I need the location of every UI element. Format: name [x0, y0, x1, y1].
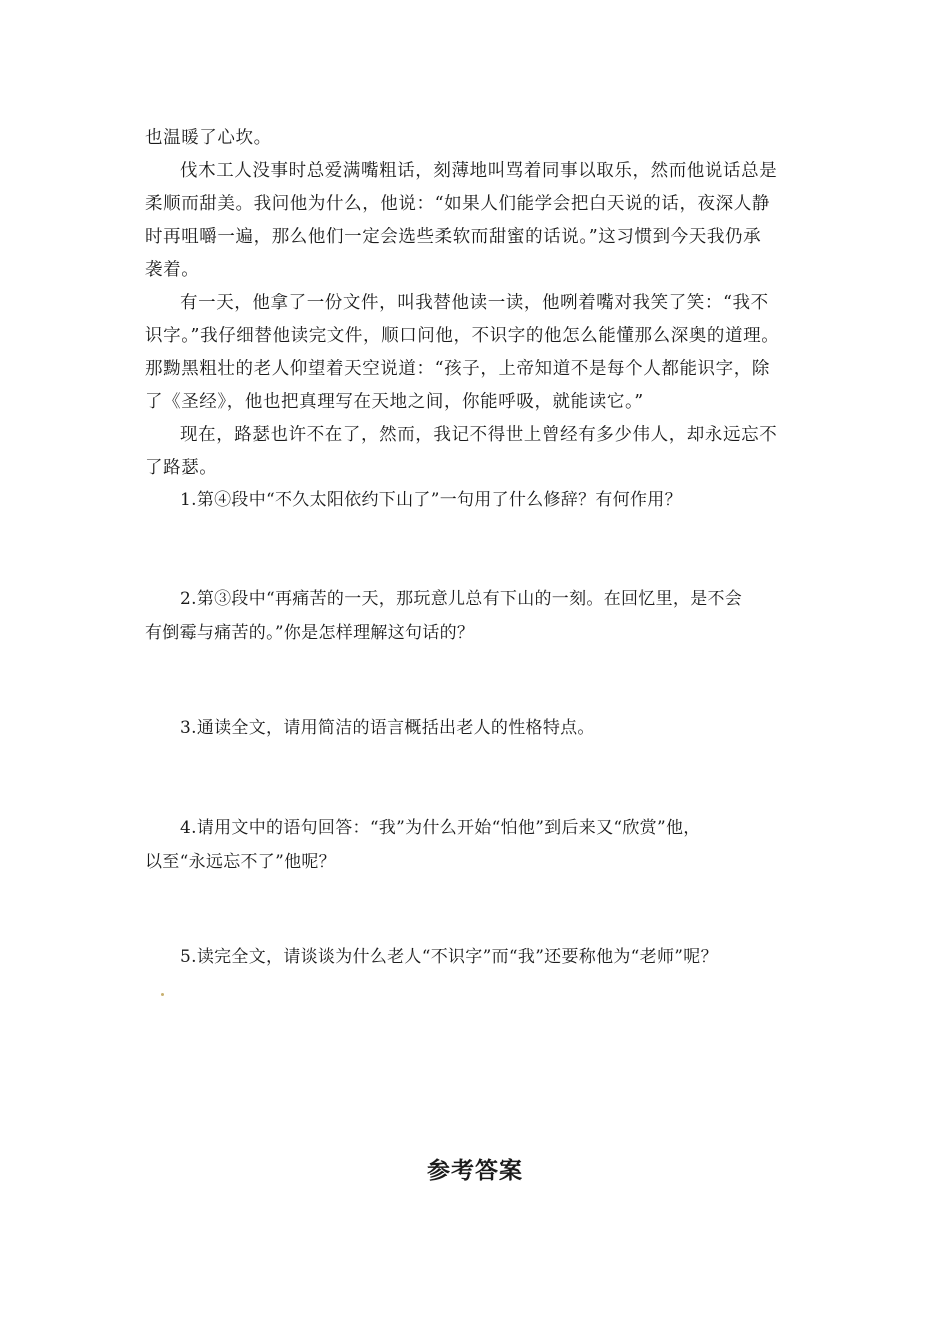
passage-line: 了路瑟。 — [145, 458, 218, 478]
question-2: 2.第③段中“再痛苦的一天，那玩意儿总有下山的一刻。在回忆里，是不会 — [180, 589, 743, 609]
passage-line: 袭着。 — [145, 260, 200, 280]
question-4: 4.请用文中的语句回答：“我”为什么开始“怕他”到后来又“欣赏”他， — [180, 818, 701, 838]
passage-line: 时再咀嚼一遍，那么他们一定会选些柔软而甜蜜的话说。”这习惯到今天我仍承 — [145, 227, 762, 247]
passage-line: 也温暖了心坎。 — [145, 128, 272, 148]
question-1: 1.第④段中“不久太阳依约下山了”一句用了什么修辞？有何作用？ — [180, 490, 682, 510]
passage-line: 有一天，他拿了一份文件，叫我替他读一读，他咧着嘴对我笑了笑：“我不 — [180, 293, 769, 313]
question-5: 5.读完全文，请谈谈为什么老人“不识字”而“我”还要称他为“老师”呢？ — [180, 947, 718, 967]
question-2-continued: 有倒霉与痛苦的。”你是怎样理解这句话的？ — [145, 623, 475, 643]
question-3: 3.通读全文，请用简洁的语言概括出老人的性格特点。 — [180, 718, 595, 738]
passage-line: 了《圣经》，他也把真理写在天地之间，你能呼吸，就能读它。” — [145, 392, 644, 412]
answer-heading: 参考答案 — [427, 1158, 523, 1184]
passage-line: 伐木工人没事时总爱满嘴粗话，刻薄地叫骂着同事以取乐，然而他说话总是 — [180, 161, 778, 181]
passage-line: 现在，路瑟也许不在了，然而，我记不得世上曾经有多少伟人，却永远忘不 — [180, 425, 778, 445]
question-4-continued: 以至“永远忘不了”他呢？ — [145, 852, 336, 872]
stray-mark — [161, 993, 164, 996]
passage-line: 那黝黑粗壮的老人仰望着天空说道：“孩子，上帝知道不是每个人都能识字，除 — [145, 359, 770, 379]
passage-line: 柔顺而甜美。我问他为什么，他说：“如果人们能学会把白天说的话，夜深人静 — [145, 194, 770, 214]
passage-line: 识字。”我仔细替他读完文件，顺口问他，不识字的他怎么能懂那么深奥的道理。 — [145, 326, 780, 346]
